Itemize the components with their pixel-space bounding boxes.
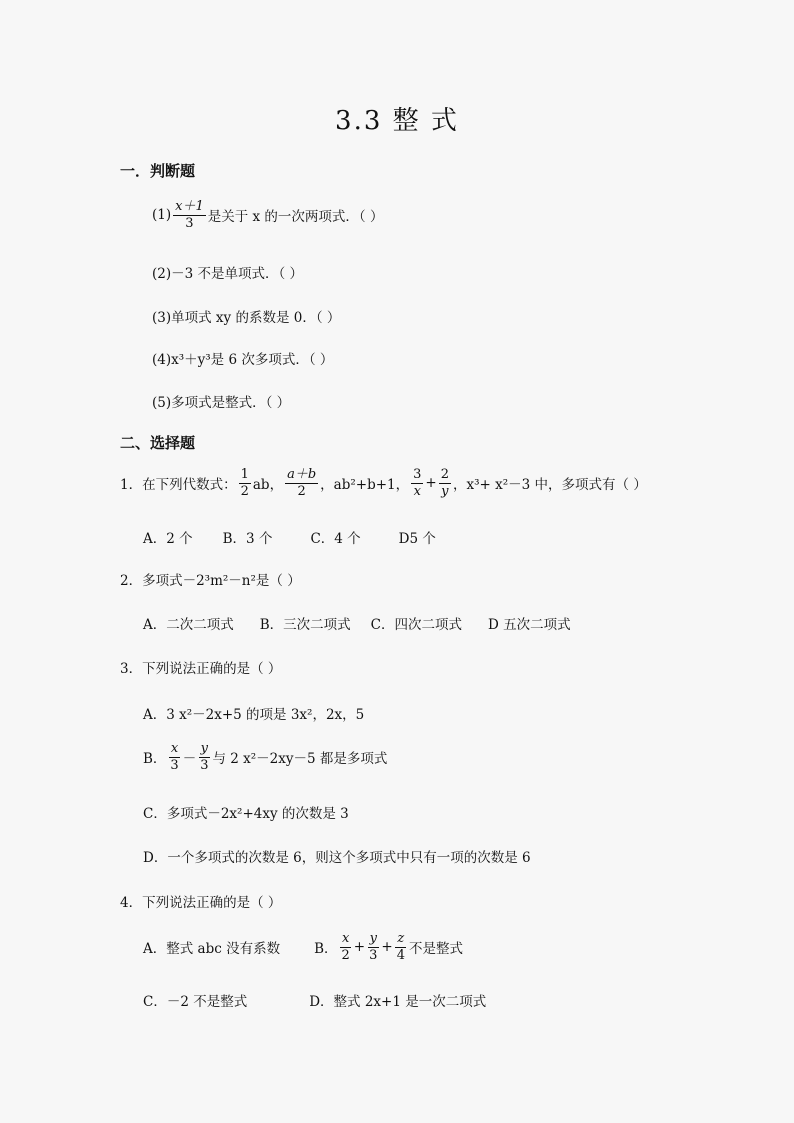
choice-q1-options bbox=[143, 527, 436, 547]
option-d: D 五次二项式 bbox=[488, 617, 571, 633]
fraction-denominator: 4 bbox=[396, 947, 405, 963]
choice-q1-text-1: ab， bbox=[252, 477, 284, 494]
choice-q2-options bbox=[143, 613, 571, 633]
choice-q1-text-2: ，ab²+b+1， bbox=[320, 477, 410, 494]
choice-q4-options-ab bbox=[143, 932, 463, 962]
option-a: A．整式 abc 没有系数 bbox=[143, 941, 281, 958]
judge-q2: (2)－3 不是单项式．（ ） bbox=[152, 266, 304, 282]
fraction-denominator: 2 bbox=[341, 947, 350, 963]
page-title: 3.3 整 式 bbox=[335, 106, 459, 136]
fraction-denominator: 3 bbox=[185, 215, 194, 231]
judge-q5: (5)多项式是整式．（ ） bbox=[152, 395, 291, 411]
option-a: A．二次二项式 bbox=[143, 617, 234, 633]
option-b-text: 不是整式 bbox=[408, 941, 463, 958]
option-c: C．四次二项式 bbox=[370, 617, 463, 633]
section-judge-heading: 一．判断题 bbox=[120, 162, 196, 180]
option-c: C．－2 不是整式 bbox=[143, 994, 248, 1010]
option-a: A．2 个 bbox=[143, 531, 193, 547]
option-b: B．三次二项式 bbox=[259, 617, 351, 633]
option-b: B．3 个 bbox=[222, 531, 273, 547]
choice-q1-frac-1 bbox=[239, 468, 251, 498]
fraction-numerator: 1 bbox=[240, 467, 249, 482]
fraction-denominator: 2 bbox=[240, 483, 249, 499]
fraction-numerator: x＋1 bbox=[175, 199, 204, 214]
choice-q3-option-a: A．3 x²－2x+5 的项是 3x²，2x，5 bbox=[143, 707, 365, 723]
choice-q1-prefix: 1．在下列代数式： bbox=[120, 477, 237, 494]
choice-q2-stem: 2．多项式－2³m²－n²是（ ） bbox=[120, 573, 301, 589]
option-d: D5 个 bbox=[398, 531, 436, 547]
fraction-denominator: 2 bbox=[297, 483, 306, 499]
fraction-numerator: y bbox=[369, 931, 377, 946]
choice-q1-frac-3 bbox=[411, 468, 423, 498]
choice-q3-frac-2 bbox=[198, 742, 210, 772]
fraction-numerator: 2 bbox=[440, 467, 449, 482]
option-b-text: 与 2 x²－2xy－5 都是多项式 bbox=[212, 751, 388, 768]
choice-q4-frac-2 bbox=[367, 932, 379, 962]
fraction-denominator: 3 bbox=[200, 757, 209, 773]
fraction-denominator: 3 bbox=[369, 947, 378, 963]
fraction-numerator: y bbox=[200, 741, 209, 756]
plus-sign: + bbox=[353, 939, 366, 956]
choice-q4-stem: 4．下列说法正确的是（ ） bbox=[120, 895, 282, 911]
section-choice-heading: 二、选择题 bbox=[120, 434, 196, 452]
judge-q1-prefix: (1) bbox=[152, 207, 172, 224]
choice-q4-frac-1 bbox=[340, 932, 352, 962]
fraction-numerator: x bbox=[170, 741, 179, 756]
fraction-numerator: 3 bbox=[413, 467, 422, 482]
choice-q4-options-cd bbox=[143, 990, 486, 1010]
fraction-numerator: a＋b bbox=[287, 467, 317, 482]
fraction-denominator: y bbox=[441, 483, 449, 499]
fraction-numerator: x bbox=[341, 931, 350, 946]
option-d: D．整式 2x+1 是一次二项式 bbox=[309, 994, 487, 1010]
choice-q3-option-d: D．一个多项式的次数是 6，则这个多项式中只有一项的次数是 6 bbox=[143, 850, 531, 866]
judge-q3: (3)单项式 xy 的系数是 0．（ ） bbox=[152, 310, 341, 326]
option-b-prefix: B． bbox=[143, 751, 167, 768]
choice-q1-frac-4 bbox=[439, 468, 451, 498]
judge-q1-text: 是关于 x 的一次两项式．（ ） bbox=[207, 209, 384, 226]
choice-q1-stem bbox=[120, 468, 647, 498]
fraction-denominator: x bbox=[413, 483, 421, 499]
option-c: C．4 个 bbox=[310, 531, 361, 547]
fraction-numerator: z bbox=[397, 931, 405, 946]
choice-q1-frac-2 bbox=[285, 468, 318, 498]
minus-sign: － bbox=[182, 751, 197, 768]
plus-sign: + bbox=[381, 939, 393, 956]
choice-q4-frac-3 bbox=[395, 932, 407, 962]
judge-q4: (4)x³＋y³是 6 次多项式．（ ） bbox=[152, 352, 334, 368]
choice-q3-option-c: C．多项式－2x²+4xy 的次数是 3 bbox=[143, 806, 349, 822]
choice-q3-frac-1 bbox=[168, 742, 180, 772]
choice-q3-option-b bbox=[143, 742, 387, 772]
judge-q1 bbox=[152, 200, 383, 230]
option-b-prefix: B． bbox=[314, 941, 338, 958]
judge-q1-fraction bbox=[173, 200, 206, 230]
choice-q3-stem: 3．下列说法正确的是（ ） bbox=[120, 661, 282, 677]
choice-q1-text-3: ，x³+ x²－3 中，多项式有（ ） bbox=[453, 477, 647, 494]
plus-sign: + bbox=[425, 475, 437, 492]
fraction-denominator: 3 bbox=[170, 757, 179, 773]
